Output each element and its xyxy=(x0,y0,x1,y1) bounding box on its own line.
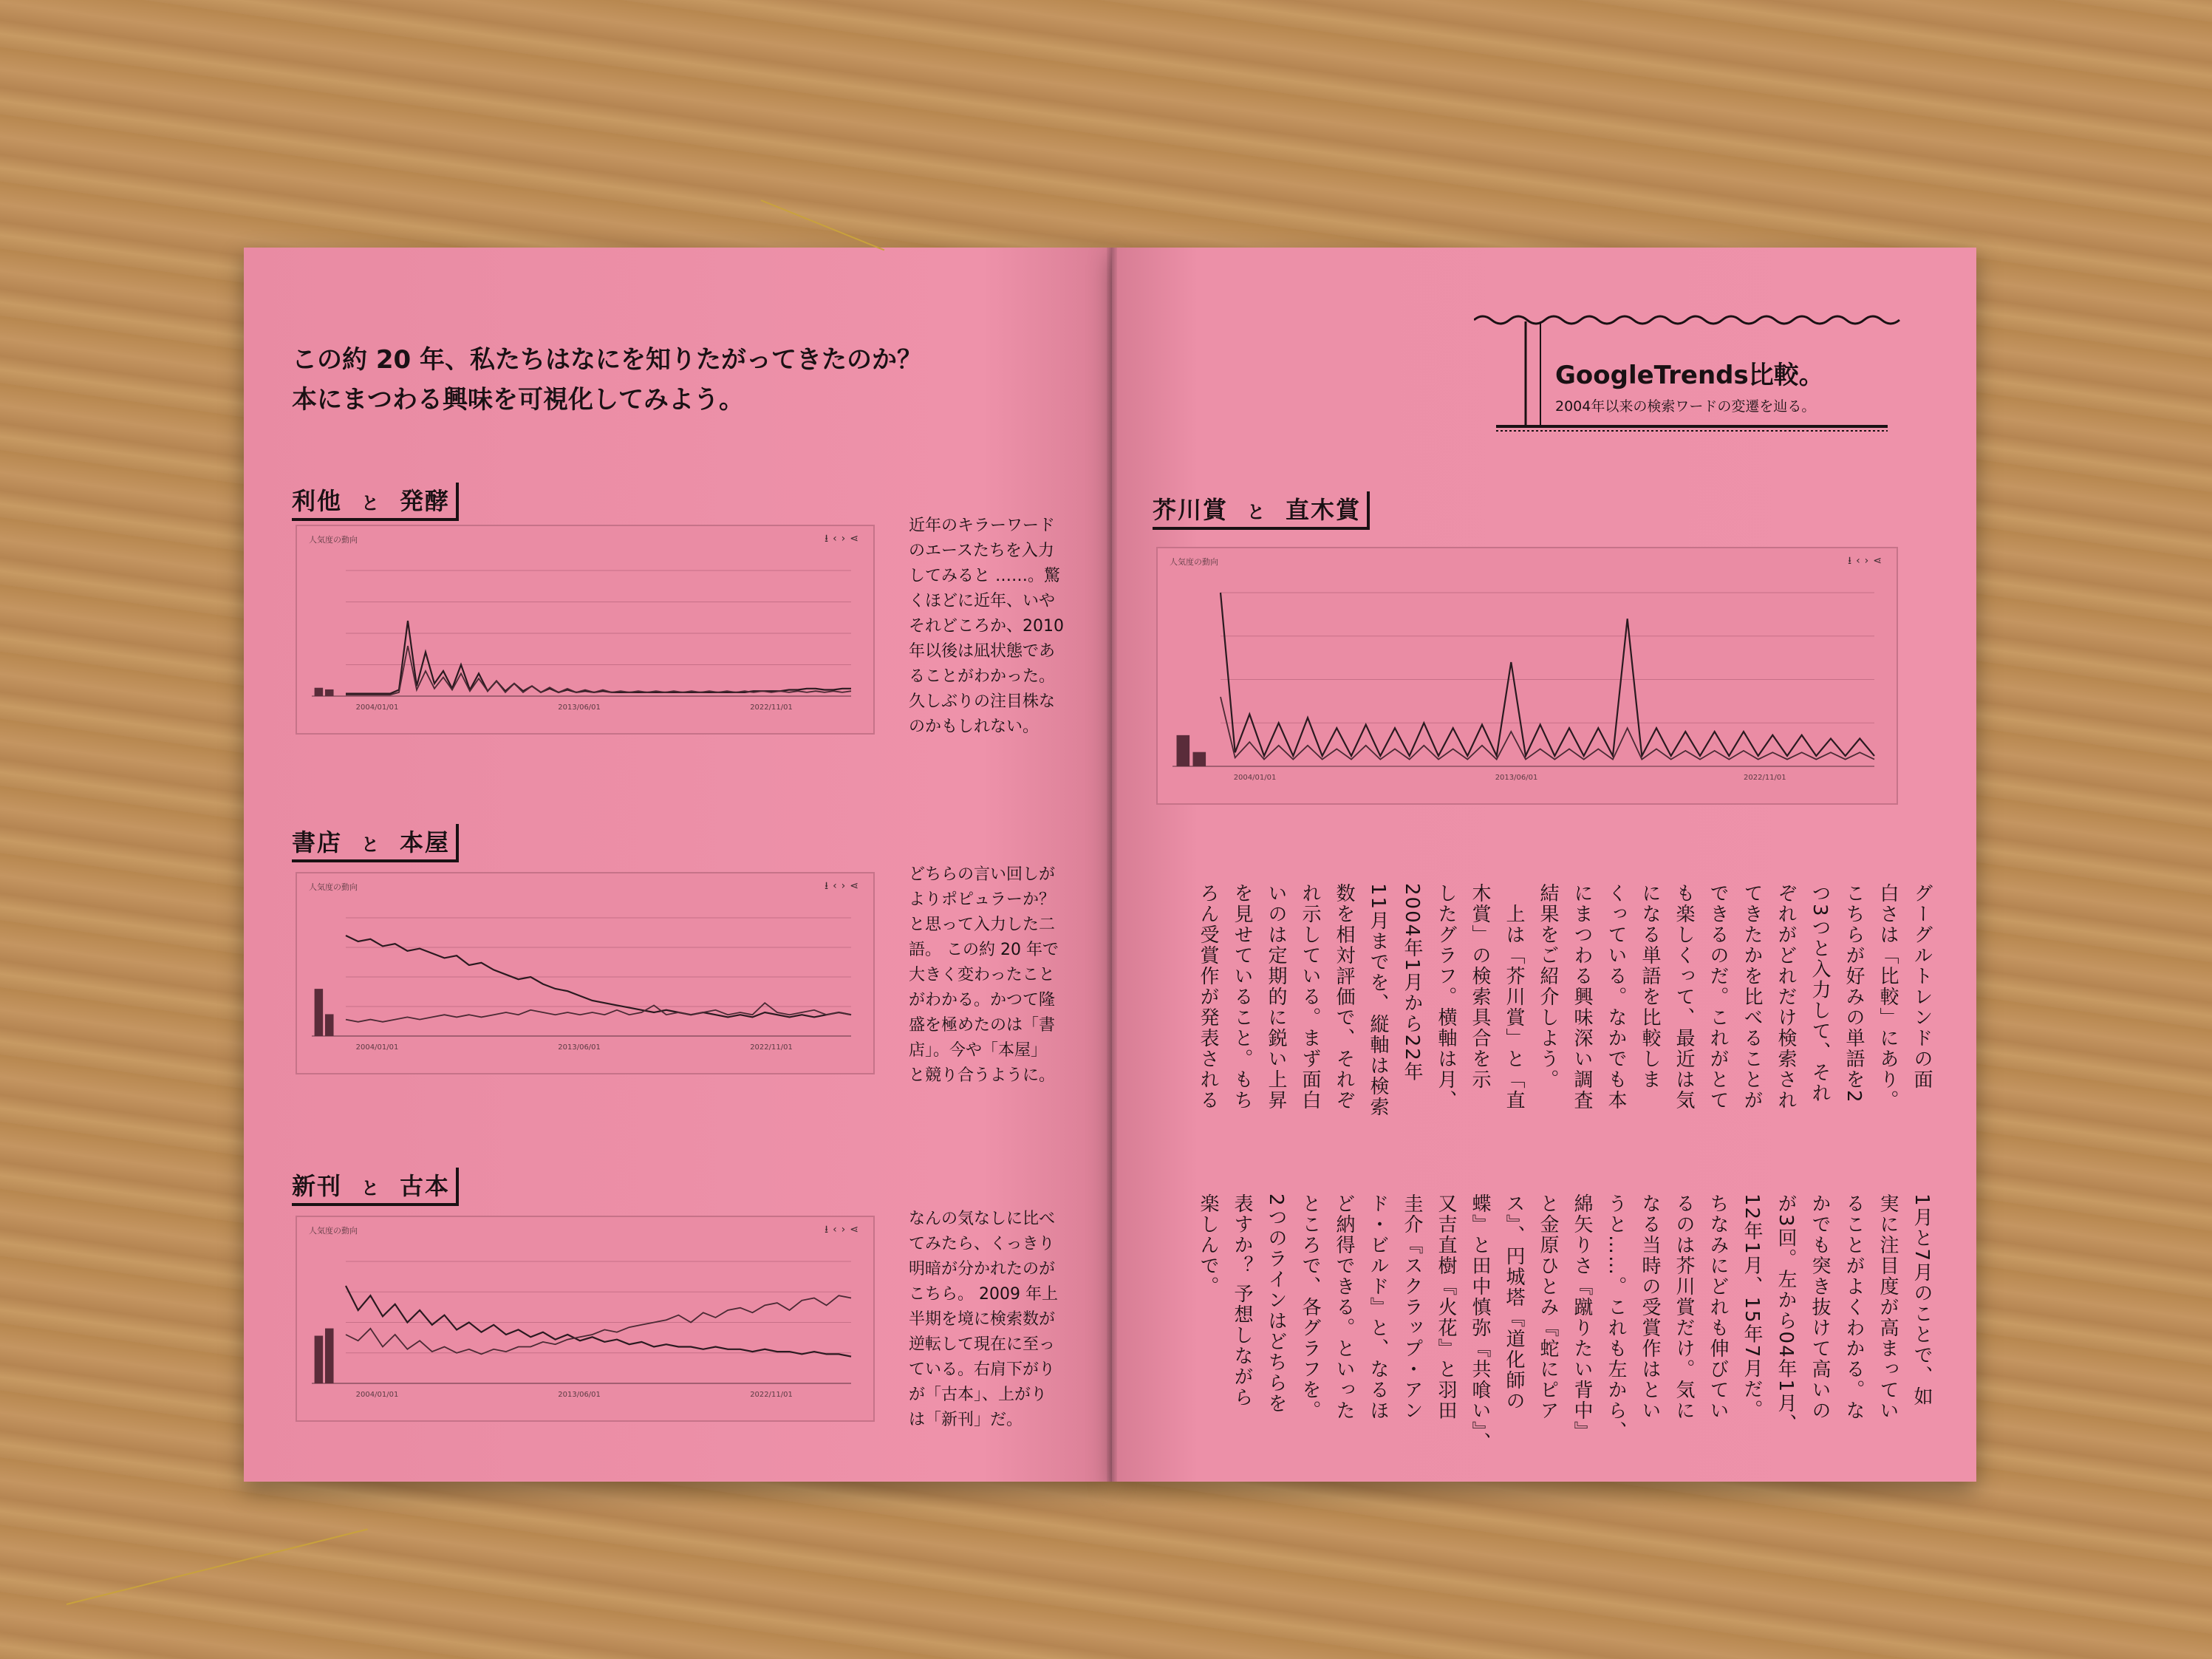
note-line: なんの気なしに比べ xyxy=(909,1210,1056,1228)
term-b: 本屋 xyxy=(400,828,451,856)
body-column: 2004年1月から22年 xyxy=(1401,883,1423,1083)
body-column: ぞれがどれだけ検索され xyxy=(1775,883,1797,1111)
x-tick-label: 2013/06/01 xyxy=(558,1043,601,1052)
x-tick-label: 2004/01/01 xyxy=(355,1391,399,1399)
body-column: かでも突き抜けて高いの xyxy=(1809,1193,1831,1421)
note-line: のかもしれない。 xyxy=(909,718,1040,736)
embed-icon[interactable]: ‹› xyxy=(833,533,850,545)
download-icon[interactable]: ⭳ xyxy=(825,533,833,545)
body-column: 12年1月、15年7月だ。 xyxy=(1741,1193,1763,1421)
body-column: ちなみにどれも伸びてい xyxy=(1707,1193,1729,1421)
body-column: いのは定期的に鋭い上昇 xyxy=(1265,883,1287,1111)
average-bar xyxy=(315,1336,324,1383)
note-line: ている。右肩下がり xyxy=(909,1360,1056,1379)
body-column: 2つのラインはどちらを xyxy=(1265,1193,1287,1414)
left-page xyxy=(244,248,1112,1482)
average-bar xyxy=(325,1329,334,1383)
note-line: それどころか、2010 xyxy=(909,617,1064,636)
x-tick-label: 2022/11/01 xyxy=(1744,774,1786,782)
note-line: よりポピュラーか？ xyxy=(909,890,1056,909)
note-2 xyxy=(909,862,1064,1089)
intro-line-1: この約 20 年、私たちはなにを知りたがってきたのか？ xyxy=(292,345,922,375)
spine xyxy=(1107,248,1117,1482)
body-column: も楽しくって、最近は気 xyxy=(1673,883,1695,1111)
body-column: 綿矢りさ『蹴りたい背中』 xyxy=(1571,1193,1593,1442)
series-line-2 xyxy=(346,1003,851,1022)
body-column: 1月と7月のことで、如 xyxy=(1911,1193,1933,1408)
note-line: 年以後は凪状態であ xyxy=(909,642,1056,661)
right-page xyxy=(1112,248,1976,1482)
share-icon[interactable]: ⋖ xyxy=(850,1224,863,1236)
booklet xyxy=(244,248,1976,1482)
note-line: 逆転して現在に至っ xyxy=(909,1335,1056,1354)
body-column: 圭介『スクラップ・アン xyxy=(1401,1193,1423,1421)
body-column: ろん受賞作が発表される xyxy=(1197,883,1219,1111)
term-b: 古本 xyxy=(400,1172,451,1200)
x-tick-label: 2004/01/01 xyxy=(1233,774,1277,782)
trend-chart-3 xyxy=(296,1216,875,1422)
intro-heading xyxy=(292,340,922,420)
body-column: 楽しんで。 xyxy=(1197,1193,1219,1297)
term-a: 利他 xyxy=(292,487,343,515)
conj: と xyxy=(1247,502,1267,522)
chart-label: 人気度の動向 xyxy=(309,1226,358,1236)
body-column: が3回。左から04年1月、 xyxy=(1775,1193,1797,1435)
note-line: 盛を極めたのは「書 xyxy=(909,1016,1056,1035)
term-a: 芥川賞 xyxy=(1153,496,1229,524)
download-icon[interactable]: ⭳ xyxy=(825,1224,833,1236)
note-line: てみたら、くっきり xyxy=(909,1235,1055,1253)
body-column: ド・ビルド』と、なるほ xyxy=(1367,1193,1389,1421)
x-tick-label: 2022/11/01 xyxy=(750,1043,793,1052)
body-column: てきたかを比べることが xyxy=(1741,883,1763,1111)
body-column: と金原ひとみ『蛇にピア xyxy=(1537,1193,1559,1421)
body-column: を見せていること。もち xyxy=(1231,883,1253,1111)
term-b: 直木賞 xyxy=(1286,496,1362,524)
x-tick-label: 2013/06/01 xyxy=(558,704,601,712)
series-line-2 xyxy=(346,1295,851,1354)
body-column: うと……。これも左から、 xyxy=(1605,1193,1627,1442)
section-title-shinkan xyxy=(292,1168,459,1206)
body-column: 蝶』と田中慎弥『共喰い』、 xyxy=(1469,1193,1491,1453)
note-line: どちらの言い回しが xyxy=(909,865,1056,884)
note-line: こちら。 2009 年上 xyxy=(909,1285,1058,1304)
share-icon[interactable]: ⋖ xyxy=(850,880,863,892)
download-icon[interactable]: ⭳ xyxy=(1848,555,1857,567)
series-line-1 xyxy=(1221,593,1874,756)
body-column: 木賞」の検索具合を示 xyxy=(1469,883,1491,1090)
body-column: グーグルトレンドの面 xyxy=(1911,883,1933,1090)
body-column: したグラフ。横軸は月、 xyxy=(1435,883,1457,1111)
chart-svg-1 xyxy=(297,526,873,733)
average-bar xyxy=(325,1014,334,1036)
chart-label: 人気度の動向 xyxy=(309,882,358,892)
body-column: できるのだ。これがとて xyxy=(1707,883,1729,1111)
note-line: ることがわかった。 xyxy=(909,667,1056,686)
embed-icon[interactable]: ‹› xyxy=(833,880,850,892)
body-column: にまつわる興味深い調査 xyxy=(1571,883,1593,1111)
body-column: 実に注目度が高まってい xyxy=(1877,1193,1899,1421)
download-icon[interactable]: ⭳ xyxy=(825,880,833,892)
googletrends-banner xyxy=(1474,307,1910,436)
conj: と xyxy=(361,1178,381,1199)
series-line-2 xyxy=(1221,697,1874,760)
body-column: ス』、円城塔『道化師の xyxy=(1503,1193,1525,1411)
body-column: ところで、各グラフを。 xyxy=(1299,1193,1321,1421)
note-line: 半期を境に検索数が xyxy=(909,1310,1056,1329)
series-line-1 xyxy=(346,621,851,694)
section-title-shoten xyxy=(292,824,459,862)
x-tick-label: 2022/11/01 xyxy=(750,704,793,712)
x-tick-label: 2004/01/01 xyxy=(355,704,399,712)
vertical-body-text xyxy=(1153,883,1936,1467)
body-column: 表すか？ 予想しながら xyxy=(1231,1193,1253,1408)
x-tick-label: 2013/06/01 xyxy=(558,1391,601,1399)
x-tick-label: 2004/01/01 xyxy=(355,1043,399,1052)
body-column: 11月までを、縦軸は検索 xyxy=(1367,883,1389,1118)
note-line: は「新刊」だ。 xyxy=(909,1411,1023,1429)
share-icon[interactable]: ⋖ xyxy=(850,533,863,545)
note-3 xyxy=(909,1207,1064,1433)
average-bar xyxy=(315,688,324,696)
note-line: がわかる。かつて隆 xyxy=(909,991,1056,1009)
note-line: 近年のキラーワード xyxy=(909,517,1056,535)
series-line-1 xyxy=(346,1286,851,1357)
chart-label: 人気度の動向 xyxy=(1170,557,1218,567)
chart-svg-2 xyxy=(297,873,873,1073)
note-line: 店」。今や「本屋」 xyxy=(909,1041,1048,1060)
average-bar xyxy=(325,689,334,696)
body-column: 結果をご紹介しよう。 xyxy=(1537,883,1559,1090)
body-column: つ3つと入力して、それ xyxy=(1809,883,1831,1104)
note-line: と競り合うように。 xyxy=(909,1066,1056,1085)
chart-svg-3 xyxy=(297,1217,873,1420)
term-a: 新刊 xyxy=(292,1172,343,1200)
average-bar xyxy=(315,989,324,1036)
body-column: こちらが好みの単語を2 xyxy=(1843,883,1865,1104)
body-column: になる単語を比較しま xyxy=(1639,883,1661,1090)
chart-label: 人気度の動向 xyxy=(309,535,358,545)
conj: と xyxy=(361,834,381,855)
note-line: と思って入力した二 xyxy=(909,916,1056,934)
x-tick-label: 2013/06/01 xyxy=(1495,774,1538,782)
body-column: 白さは「比較」にあり。 xyxy=(1877,883,1899,1111)
note-line: 明暗が分かれたのが xyxy=(909,1260,1056,1278)
section-title-ritа xyxy=(292,483,459,521)
note-line: のエースたちを入力 xyxy=(909,542,1054,560)
note-line: 語。 この約 20 年で xyxy=(909,941,1059,959)
note-line: くほどに近年、いや xyxy=(909,592,1056,610)
note-line: 大きく変わったこと xyxy=(909,966,1055,984)
body-column: くっている。なかでも本 xyxy=(1605,883,1627,1111)
share-icon[interactable]: ⋖ xyxy=(1873,555,1886,567)
x-tick-label: 2022/11/01 xyxy=(750,1391,793,1399)
stray-thread xyxy=(66,1528,368,1605)
body-column: 又吉直樹『火花』と羽田 xyxy=(1435,1193,1457,1421)
trend-chart-1 xyxy=(296,525,875,735)
conj: と xyxy=(361,493,381,514)
section-title-akutagawa xyxy=(1153,491,1370,530)
body-column: ど納得できる。といった xyxy=(1333,1193,1355,1421)
body-column: れ示している。まず面白 xyxy=(1299,883,1321,1111)
average-bar xyxy=(1193,752,1206,766)
series-line-1 xyxy=(346,936,851,1017)
embed-icon[interactable]: ‹› xyxy=(833,1224,850,1236)
term-b: 発酵 xyxy=(400,487,451,515)
embed-icon[interactable]: ‹› xyxy=(1856,555,1874,567)
stray-thread xyxy=(761,200,885,251)
body-column: 数を相対評価で、それぞ xyxy=(1333,883,1355,1111)
body-column: ることがよくわかる。な xyxy=(1843,1193,1865,1421)
trend-chart-4 xyxy=(1156,547,1898,805)
body-column: 上は「芥川賞」と「直 xyxy=(1503,883,1525,1111)
note-line: 久しぶりの注目株な xyxy=(909,692,1056,711)
note-line: してみると ……。驚 xyxy=(909,567,1060,585)
chart-svg-4 xyxy=(1158,548,1897,803)
banner-subtitle: 2004年以来の検索ワードの変遷を辿る。 xyxy=(1555,398,1816,415)
body-column: なる当時の受賞作はとい xyxy=(1639,1193,1661,1421)
body-column: るのは芥川賞だけ。気に xyxy=(1673,1193,1695,1421)
term-a: 書店 xyxy=(292,828,343,856)
note-line: が「古本」、上がり xyxy=(909,1386,1048,1404)
average-bar xyxy=(1177,735,1190,766)
banner-title: GoogleTrends比較。 xyxy=(1555,361,1824,390)
note-1 xyxy=(909,514,1064,740)
trend-chart-2 xyxy=(296,872,875,1074)
intro-line-2: 本にまつわる興味を可視化してみよう。 xyxy=(292,385,744,415)
